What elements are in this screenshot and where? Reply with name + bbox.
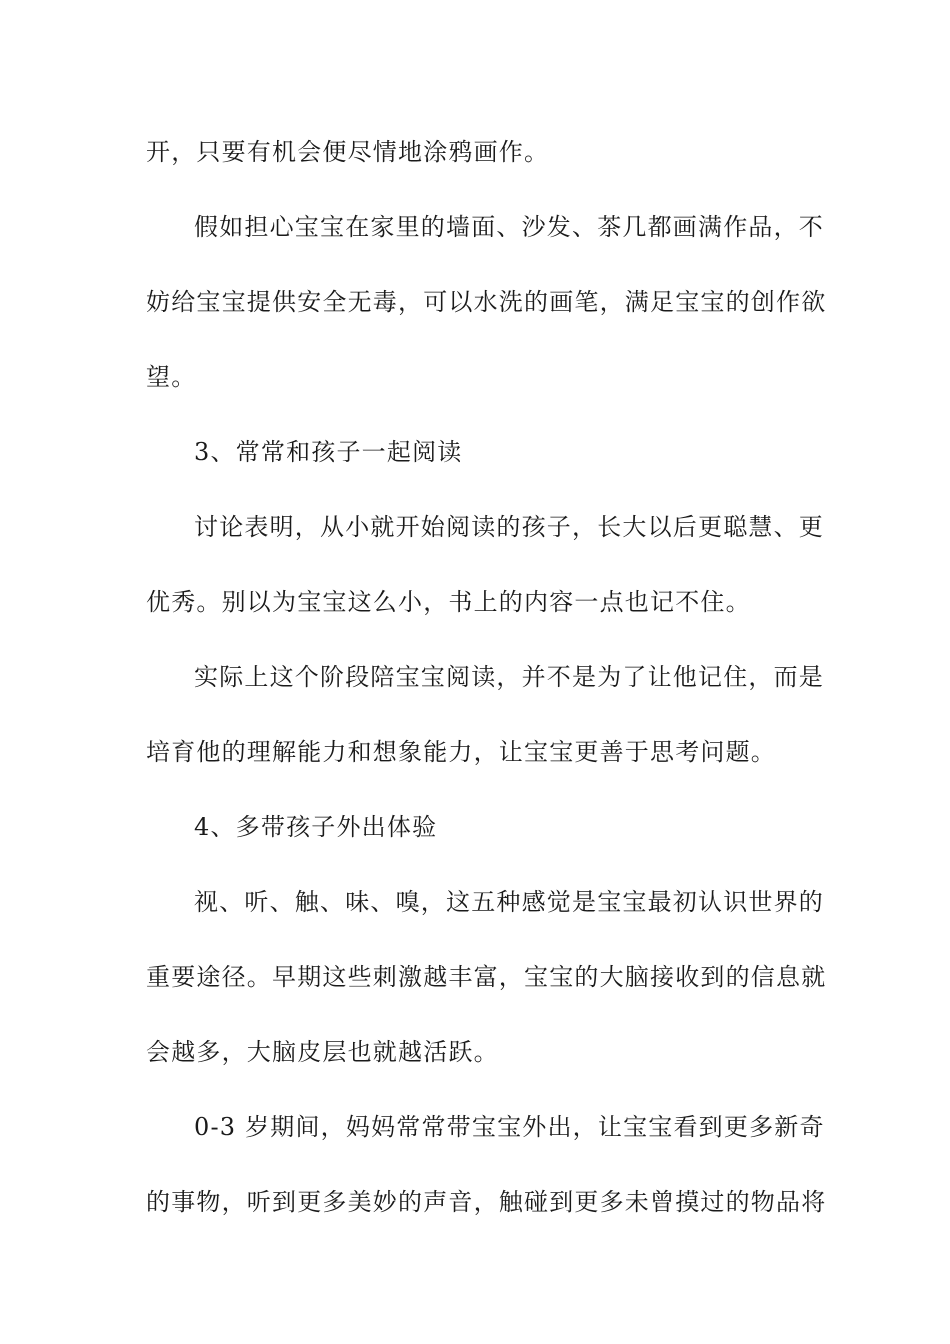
paragraph-line-first: 讨论表明，从小就开始阅读的孩子，长大以后更聪慧、更: [194, 513, 824, 541]
paragraph-line: 重要途径。早期这些刺激越丰富，宝宝的大脑接收到的信息就: [146, 963, 827, 991]
paragraph-line: 培育他的理解能力和想象能力，让宝宝更善于思考问题。: [146, 738, 776, 766]
paragraph-line-continuation: 开，只要有机会便尽情地涂鸦画作。: [146, 138, 550, 166]
paragraph-line: 的事物，听到更多美妙的声音，触碰到更多未曾摸过的物品将: [146, 1188, 827, 1216]
paragraph-line: 妨给宝宝提供安全无毒，可以水洗的画笔，满足宝宝的创作欲: [146, 288, 827, 316]
paragraph-line-first: 假如担心宝宝在家里的墙面、沙发、茶几都画满作品，不: [194, 213, 824, 241]
section-heading-4: 4、多带孩子外出体验: [194, 813, 438, 841]
paragraph-line: 优秀。别以为宝宝这么小，书上的内容一点也记不住。: [146, 588, 751, 616]
paragraph-line: 会越多，大脑皮层也就越活跃。: [146, 1038, 499, 1066]
paragraph-line: 望。: [146, 363, 197, 391]
paragraph-line-first: 0-3 岁期间，妈妈常常带宝宝外出，让宝宝看到更多新奇: [194, 1113, 825, 1141]
section-heading-3: 3、常常和孩子一起阅读: [194, 438, 463, 466]
paragraph-line-first: 实际上这个阶段陪宝宝阅读，并不是为了让他记住，而是: [194, 663, 824, 691]
paragraph-line-first: 视、听、触、味、嗅，这五种感觉是宝宝最初认识世界的: [194, 888, 824, 916]
